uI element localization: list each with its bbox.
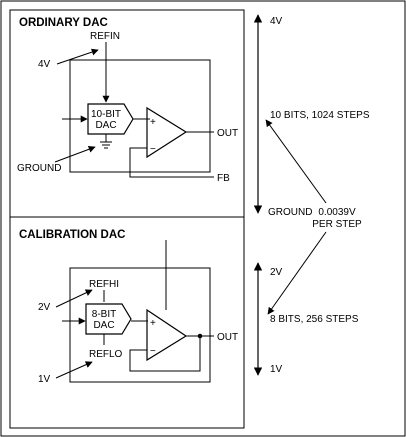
ground-label: GROUND (17, 163, 62, 174)
fb-label: FB (217, 173, 230, 184)
calibration-dac-title: CALIBRATION DAC (19, 229, 126, 241)
step-arrow-to-ordinary (266, 120, 326, 203)
ordinary-out-label: OUT (217, 128, 239, 139)
calibration-amp-minus: − (150, 346, 156, 357)
ordinary-amp-plus: + (150, 117, 156, 128)
ordinary-dac-title: ORDINARY DAC (19, 17, 108, 29)
refhi-voltage-label: 2V (38, 302, 51, 313)
ordinary-amp-minus: − (150, 144, 156, 155)
refhi-label: REFHI (89, 279, 119, 290)
calibration-scale-bottom: 1V (270, 364, 283, 375)
calibration-dac-panel (10, 217, 244, 428)
calibration-scale-top: 2V (270, 267, 283, 278)
eight-bit-dac-line2: DAC (93, 320, 115, 331)
refin-label: REFIN (90, 31, 120, 42)
reflo-voltage-label: 1V (38, 374, 51, 385)
fb-wire (130, 148, 214, 177)
ten-bit-dac-line1: 10-BIT (90, 109, 122, 120)
calibration-resolution-label: 8 BITS, 256 STEPS (270, 314, 359, 325)
ordinary-resolution-label: 10 BITS, 1024 STEPS (270, 110, 370, 121)
step-size-value: 0.0039V (318, 207, 356, 218)
step-size-unit: PER STEP (312, 219, 362, 230)
reflo-voltage-arrow (56, 362, 92, 378)
ordinary-scale-top: 4V (270, 16, 283, 27)
refin-voltage-label: 4V (38, 59, 51, 70)
ordinary-dac-panel (10, 10, 244, 217)
eight-bit-dac-line1: 8-BIT (91, 309, 117, 320)
ten-bit-dac-line2: DAC (95, 120, 117, 131)
refin-voltage-arrow (57, 50, 98, 64)
ordinary-scale-bottom: GROUND (268, 207, 313, 218)
reflo-label: REFLO (89, 349, 123, 360)
calibration-out-label: OUT (217, 332, 239, 343)
calibration-amp-plus: + (150, 318, 156, 329)
ground-arrow (55, 147, 95, 162)
calibration-feedback-wire (130, 336, 200, 371)
